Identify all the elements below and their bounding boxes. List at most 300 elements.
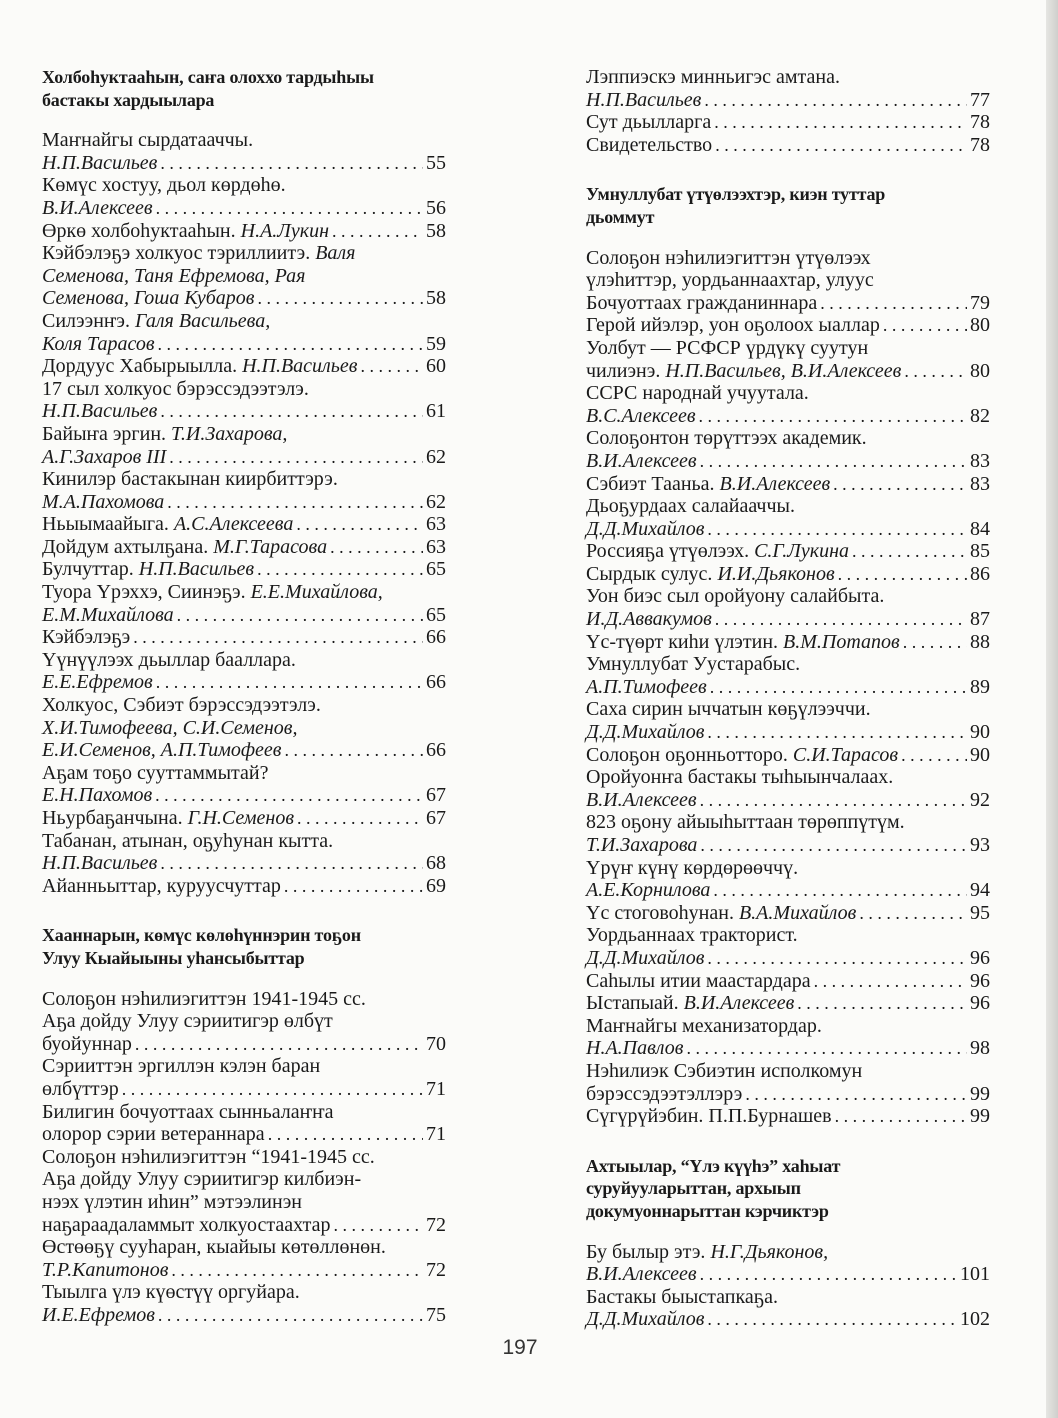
toc-entry-line	[586, 631, 990, 654]
entry-author: С.Г.Лукина	[754, 540, 849, 563]
entry-page-number: 85	[970, 540, 990, 563]
toc-entry-line	[42, 333, 446, 356]
toc-entry-line	[42, 784, 446, 807]
dot-leader	[838, 563, 967, 586]
toc-entry-line	[586, 1015, 990, 1038]
entry-title: үлэһиттэр, уордьаннаахтар, улуус	[586, 269, 874, 292]
dot-leader	[700, 450, 967, 473]
entry-title: Холкуос, Сэбиэт бэрэссэдээтэлэ.	[42, 694, 321, 717]
dot-leader	[714, 111, 967, 134]
entry-title: Аҕам тоҕо сууттаммытай?	[42, 761, 269, 784]
entry-author: Коля Тарасов	[42, 332, 155, 355]
entry-title: Солоҕон нэһилиэгиттэн “1941-1945 сс.	[42, 1145, 375, 1168]
entry-author: Д.Д.Михайлов	[586, 517, 705, 540]
toc-entry-line	[42, 694, 446, 717]
dot-leader	[122, 1078, 423, 1101]
entry-title: Дордуус Хабырыылла.	[42, 355, 238, 378]
toc-entry-line	[586, 676, 990, 699]
entry-page-number: 94	[970, 879, 990, 902]
dot-leader	[160, 852, 423, 875]
toc-entry-line	[586, 924, 990, 947]
entry-page-number: 60	[426, 355, 446, 378]
entry-title: Герой ийэлэр, уон оҕолоох ыаллар	[586, 314, 880, 337]
entry-title: Сэбиэт Тааньа.	[586, 472, 715, 495]
toc-entry-line	[42, 1214, 446, 1237]
entry-page-number: 55	[426, 151, 446, 174]
entry-title: нээх үлэтин иһин” мэтээлинэн	[42, 1190, 302, 1213]
entry-title: өлбүттэр	[42, 1077, 119, 1100]
entry-author: В.И.Алексеев	[586, 788, 697, 811]
entry-author: А.Е.Корнилова	[586, 879, 711, 902]
toc-entry-line	[586, 1241, 990, 1264]
toc-entry-line	[586, 789, 990, 812]
dot-leader	[257, 287, 423, 310]
dot-leader	[268, 1123, 423, 1146]
toc-entry-line	[42, 558, 446, 581]
toc-entry-line	[586, 970, 990, 993]
entry-author: В.М.Потапов	[783, 630, 900, 653]
toc-entry-line	[42, 310, 446, 333]
entry-page-number: 99	[970, 1082, 990, 1105]
entry-page-number: 68	[426, 852, 446, 875]
toc-entry-line	[42, 1123, 446, 1146]
entry-title: Сут дьылларга	[586, 111, 712, 134]
entry-page-number: 82	[970, 404, 990, 427]
toc-entry-line	[586, 721, 990, 744]
entry-title: Үс стоговоһунан.	[586, 901, 734, 924]
entry-author: Е.М.Михайлова	[42, 603, 174, 626]
dot-leader	[155, 784, 423, 807]
toc-section	[586, 66, 990, 156]
entry-page-number: 87	[970, 608, 990, 631]
dot-leader	[700, 1263, 957, 1286]
dot-leader	[883, 314, 967, 337]
toc-entry-line	[42, 1304, 446, 1327]
entry-title: Кэйбэлэҕэ холкуос тэриллиитэ.	[42, 242, 311, 265]
entry-author: М.А.Пахомова	[42, 490, 165, 513]
toc-entry-line	[586, 89, 990, 112]
entry-title: 823 оҕону айыыһыттаан төрөппүтүм.	[586, 811, 905, 834]
dot-leader	[904, 360, 967, 383]
entry-title: Байыҥа эргин.	[42, 422, 167, 445]
toc-section	[586, 1155, 990, 1331]
entry-author: Н.П.Васильев	[242, 355, 358, 378]
entry-page-number: 93	[970, 834, 990, 856]
entry-page-number: 70	[426, 1032, 446, 1055]
entry-author: А.П.Тимофеев	[586, 675, 707, 698]
dot-leader	[833, 473, 967, 496]
toc-entry-line	[586, 947, 990, 970]
entry-title: Силээнҥэ.	[42, 309, 130, 332]
entry-title: Булчуттар.	[42, 558, 134, 581]
dot-leader	[169, 446, 423, 469]
entry-author: В.И.Алексеев	[586, 449, 697, 472]
section-heading-line: Умнуллубат үтүөлээхтэр, киэн туттар	[586, 184, 886, 205]
toc-entry-line	[586, 427, 990, 450]
entry-author: Д.Д.Михайлов	[586, 721, 705, 744]
entry-title: Сүгүрүйэбин. П.П.Бурнашев	[586, 1105, 832, 1128]
entry-title: Свидетельство	[586, 133, 713, 156]
toc-entry-line	[42, 581, 446, 604]
dot-leader	[903, 631, 967, 654]
toc-entry-line	[42, 762, 446, 785]
dot-leader	[707, 721, 967, 744]
entry-page-number: 65	[426, 558, 446, 581]
entry-author: Д.Д.Михайлов	[586, 1308, 705, 1331]
toc-entry-line	[586, 585, 990, 608]
entry-page-number: 71	[426, 1077, 446, 1100]
toc-entry-line	[42, 852, 446, 875]
toc-entry-line	[586, 134, 990, 157]
toc-entry-line	[586, 1037, 990, 1060]
entry-author: Валя	[315, 242, 356, 265]
entry-page-number: 58	[426, 287, 446, 310]
entry-title: Аҕа дойду Улуу сэриитигэр өлбүт	[42, 1010, 333, 1033]
toc-entry-line	[586, 247, 990, 270]
toc-entry-line	[42, 1281, 446, 1304]
entry-page-number: 98	[970, 1037, 990, 1060]
toc-entry-line	[586, 382, 990, 405]
toc-entry-line	[42, 378, 446, 401]
entry-title: Кинилэр бастакынан киирбиттэрэ.	[42, 468, 338, 491]
toc-entry-line	[586, 902, 990, 925]
entry-author: В.С.Алексеев	[586, 404, 696, 427]
entry-author: М.Г.Тарасова	[213, 535, 328, 558]
toc-entry-line	[42, 491, 446, 514]
entry-page-number: 63	[426, 513, 446, 536]
toc-entry-line	[42, 1168, 446, 1191]
dot-leader	[135, 1033, 423, 1056]
toc-entry-line	[42, 1010, 446, 1033]
entry-author: Семенова, Гоша Кубаров	[42, 287, 255, 310]
entry-title: Оройуонҥа бастакы тыһыынчалаах.	[586, 766, 894, 789]
dot-leader	[710, 676, 967, 699]
entry-author: В.А.Михайлов	[738, 901, 857, 924]
entry-title: Саһылы итии маастардара	[586, 969, 811, 992]
entry-title: Уон биэс сыл оройуону салайбыта.	[586, 585, 885, 608]
toc-entry-line	[586, 857, 990, 880]
toc-entry-line	[42, 875, 446, 898]
entry-author: В.И.Алексеев	[586, 1263, 697, 1286]
dot-leader	[160, 152, 423, 175]
dot-leader	[360, 355, 423, 378]
toc-entry-line	[42, 242, 446, 265]
dot-leader	[284, 739, 423, 762]
entry-page-number: 67	[426, 784, 446, 807]
section-heading	[586, 183, 990, 228]
entry-title: Өркө холбоһуктааһын.	[42, 219, 236, 242]
dot-leader	[715, 134, 967, 157]
entry-author: С.И.Тарасов	[792, 743, 899, 766]
entry-page-number: 71	[426, 1123, 446, 1146]
entry-title: 17 сыл холкуос бэрэссэдээтэлэ.	[42, 377, 309, 400]
entry-author: Н.Г.Дьяконов,	[710, 1240, 829, 1263]
entry-title: Кэйбэлэҕэ	[42, 626, 131, 649]
section-heading-line: докумуоннарыттан кэрчиктэр	[586, 1200, 829, 1221]
section-heading-line: дьоммут	[586, 206, 655, 227]
toc-entry-line	[586, 360, 990, 383]
entry-page-number: 62	[426, 490, 446, 513]
dot-leader	[852, 540, 967, 563]
entry-title: Үс-түөрт киһи үлэтин.	[586, 630, 779, 653]
toc-entry-line	[586, 766, 990, 789]
entry-title: Ньурбаҕанчына.	[42, 807, 183, 829]
toc-entry-line	[586, 1286, 990, 1309]
entry-title: Уордьаннаах тракторист.	[586, 924, 798, 947]
entry-page-number: 96	[970, 992, 990, 1015]
toc-entry-line	[586, 269, 990, 292]
entry-author: Н.П.Васильев	[138, 558, 255, 581]
entry-title: Дойдум ахтылҕана.	[42, 535, 209, 558]
entry-author: Н.П.Васильев	[42, 151, 158, 174]
toc-entry-line	[586, 608, 990, 631]
entry-author: Н.П.Васильев	[586, 88, 702, 111]
dot-leader	[704, 89, 967, 112]
entry-page-number: 86	[970, 562, 990, 585]
toc-entry-line	[586, 292, 990, 315]
dot-leader	[158, 333, 424, 356]
entry-page-number: 96	[970, 946, 990, 969]
entry-title: Саха сирин ыччатын көҕүлээччи.	[586, 698, 871, 721]
entry-author: И.Е.Ефремов	[42, 1303, 155, 1326]
entry-title: Бочуоттаах гражданиннара	[586, 291, 818, 314]
entry-title: Билигин бочуоттаах сынньалаҥҥа	[42, 1100, 334, 1123]
toc-entry-line	[42, 1146, 446, 1169]
toc-entry-line	[42, 626, 446, 649]
dot-leader	[901, 744, 967, 767]
entry-author: А.Г.Захаров III	[42, 445, 167, 468]
toc-entry-line	[42, 174, 446, 197]
entry-title: буойуннар	[42, 1032, 132, 1055]
entry-page-number: 56	[426, 196, 446, 219]
entry-page-number: 75	[426, 1303, 446, 1326]
section-heading-line: суруйууларыттан, архыып	[586, 1178, 801, 1199]
toc-entry-line	[42, 1055, 446, 1078]
entry-title: Табанан, атынан, оҕуһунан кытта.	[42, 829, 334, 852]
toc-entry-line	[42, 649, 446, 672]
dot-leader	[707, 1308, 957, 1331]
entry-title: Көмүс хостуу, дьол көрдөһө.	[42, 174, 286, 197]
entry-title: Үрүҥ күнү көрдөрөөччү.	[586, 856, 799, 879]
entry-title: Бу былыр этэ.	[586, 1240, 706, 1263]
entry-page-number: 84	[970, 517, 990, 540]
entry-author: Т.Р.Капитонов	[42, 1258, 169, 1281]
entry-page-number: 62	[426, 445, 446, 468]
dot-leader	[715, 608, 967, 631]
toc-entry-line	[42, 739, 446, 762]
section-heading	[42, 66, 446, 111]
toc-entry-line	[586, 337, 990, 360]
toc-entry-line	[42, 1236, 446, 1259]
dot-leader	[797, 992, 967, 1015]
toc-entry-line	[586, 698, 990, 721]
entry-page-number: 96	[970, 969, 990, 992]
section-heading-line: бастакы хардыылара	[42, 89, 215, 110]
entry-title: Сырдык сулус.	[586, 562, 713, 585]
entry-title: Маҥнайгы сырдатааччы.	[42, 129, 254, 152]
entry-title: Солоҕон оҕонньотторо.	[586, 743, 788, 766]
entry-page-number: 89	[970, 675, 990, 698]
section-heading-line: Ахтыылар, “Үлэ күүһэ” хаһыат	[586, 1155, 841, 1176]
toc-entry-line	[42, 1078, 446, 1101]
entry-page-number: 66	[426, 739, 446, 762]
entry-author: Галя Васильева,	[134, 309, 271, 332]
entry-title: Солоҕон нэһилиэгиттэн 1941-1945 сс.	[42, 987, 366, 1010]
toc-entry-line	[586, 744, 990, 767]
entry-title: Айанньыттар, куруусчуттар	[42, 874, 281, 897]
entry-title: Дьоҕурдаах салайааччы.	[586, 495, 795, 518]
toc-section	[586, 183, 990, 1127]
toc-entry-line	[42, 536, 446, 559]
entry-title: Ыстапыай.	[586, 992, 679, 1015]
toc-entry-line	[42, 400, 446, 423]
entry-title: олорор сэрии ветераннара	[42, 1123, 265, 1146]
entry-author: Е.И.Семенов, А.П.Тимофеев	[42, 739, 282, 762]
toc-entry-line	[586, 811, 990, 834]
toc-entry-line	[586, 495, 990, 518]
dot-leader	[296, 513, 423, 536]
toc-entry-line	[42, 671, 446, 694]
entry-page-number: 90	[970, 743, 990, 766]
toc-entry-line	[42, 830, 446, 853]
toc-entry-line	[586, 992, 990, 1015]
entry-page-number: 83	[970, 449, 990, 472]
toc-entry-line	[586, 111, 990, 134]
toc-entry-line	[42, 152, 446, 175]
toc-entry-line	[586, 405, 990, 428]
dot-leader	[686, 1037, 967, 1060]
toc-entry-line	[586, 1083, 990, 1106]
toc-entry-line	[42, 265, 446, 288]
dot-leader	[333, 1214, 423, 1237]
toc-entry-line	[42, 355, 446, 378]
dot-leader	[820, 292, 967, 315]
dot-leader	[133, 626, 423, 649]
toc-section	[42, 924, 446, 1326]
entry-page-number: 79	[970, 291, 990, 314]
entry-page-number: 83	[970, 472, 990, 495]
toc-entry-line	[42, 717, 446, 740]
entry-title: Сэрииттэн эргиллэн кэлэн баран	[42, 1055, 321, 1078]
entry-page-number: 66	[426, 671, 446, 694]
entry-author: В.И.Алексеев	[683, 992, 795, 1015]
dot-leader	[707, 518, 967, 541]
entry-page-number: 99	[970, 1105, 990, 1128]
dot-leader	[699, 405, 967, 428]
entry-title: Нэһилиэк Сэбиэтин исполкомун	[586, 1059, 863, 1082]
entry-page-number: 80	[970, 314, 990, 337]
toc-entry-line	[42, 468, 446, 491]
entry-page-number: 69	[426, 874, 446, 897]
toc-entry-line	[42, 197, 446, 220]
entry-author: Н.А.Лукин	[240, 219, 329, 242]
toc-entry-line	[42, 807, 446, 830]
entry-page-number: 78	[970, 111, 990, 134]
entry-title: ССРС народнай учуутала.	[586, 382, 809, 405]
entry-page-number: 88	[970, 630, 990, 653]
entry-page-number: 65	[426, 603, 446, 626]
entry-author: Е.Е.Михайлова,	[250, 581, 383, 604]
entry-page-number: 72	[426, 1258, 446, 1281]
entry-author: Е.Н.Пахомов	[42, 784, 153, 807]
entry-author: И.Д.Аввакумов	[586, 608, 712, 631]
dot-leader	[284, 875, 423, 898]
dot-leader	[297, 807, 423, 830]
entry-page-number: 61	[426, 400, 446, 423]
entry-page-number: 101	[960, 1263, 990, 1286]
entry-title: Тыылга үлэ күөстүү оргуйара.	[42, 1281, 300, 1304]
entry-author: Х.И.Тимофеева, С.И.Семенов,	[42, 716, 298, 739]
entry-title: Уолбут — РСФСР үрдүкү суутун	[586, 336, 869, 359]
page-number: 197	[502, 1336, 538, 1359]
dot-leader	[158, 1304, 423, 1327]
entry-title: Туора Үрэххэ, Сиинэҕэ.	[42, 581, 246, 604]
entry-title: Бастакы быыстапкаҕа.	[586, 1285, 778, 1308]
dot-leader	[332, 220, 423, 243]
section-heading-line: Холбоһуктааһын, саҥа олоххо тардыһыы	[42, 67, 374, 87]
entry-title: Солоҕон нэһилиэгиттэн үтүөлээх	[586, 246, 871, 269]
toc-entry-line	[586, 653, 990, 676]
entry-author: Н.П.Васильев	[42, 852, 158, 875]
entry-author: Н.П.Васильев, В.И.Алексеев	[665, 359, 902, 382]
toc-column-right	[586, 66, 990, 1331]
entry-page-number: 63	[426, 535, 446, 558]
entry-title: Умнуллубат Уустарабыс.	[586, 653, 801, 676]
entry-page-number: 80	[970, 359, 990, 382]
dot-leader	[177, 604, 423, 627]
toc-entry-line	[42, 446, 446, 469]
dot-leader	[171, 1259, 423, 1282]
section-heading	[42, 924, 446, 969]
toc-entry-line	[42, 988, 446, 1011]
entry-title: Маҥнайгы механизатордар.	[586, 1014, 822, 1037]
page-edge	[1046, 0, 1058, 1418]
entry-title: Россияҕа үтүөлээх.	[586, 540, 750, 563]
dot-leader	[707, 947, 967, 970]
entry-page-number: 66	[426, 626, 446, 649]
entry-author: Т.И.Захарова	[586, 834, 698, 856]
toc-entry-line	[586, 879, 990, 902]
entry-author: Д.Д.Михайлов	[586, 946, 705, 969]
entry-author: Н.П.Васильев	[42, 400, 158, 423]
section-heading	[586, 1155, 990, 1223]
toc-entry-line	[586, 473, 990, 496]
toc-entry-line	[586, 450, 990, 473]
dot-leader	[814, 970, 967, 993]
dot-leader	[835, 1105, 967, 1128]
toc-entry-line	[586, 563, 990, 586]
entry-author: Семенова, Таня Ефремова, Рая	[42, 264, 306, 287]
toc-entry-line	[42, 423, 446, 446]
entry-page-number: 92	[970, 788, 990, 811]
dot-leader	[156, 197, 423, 220]
entry-title: бэрэссэдээтэллэрэ	[586, 1082, 743, 1105]
entry-author: И.И.Дьяконов	[717, 562, 835, 585]
entry-author: А.С.Алексеева	[173, 513, 294, 536]
entry-author: В.И.Алексеев	[42, 196, 153, 219]
toc-column-left	[42, 66, 446, 1326]
entry-title: Солоҕонтон төрүттээх академик.	[586, 427, 867, 450]
toc-entry-line	[42, 1259, 446, 1282]
dot-leader	[330, 536, 423, 559]
dot-leader	[156, 671, 423, 694]
toc-entry-line	[586, 66, 990, 89]
toc-entry-line	[586, 1263, 990, 1286]
dot-leader	[700, 834, 967, 857]
entry-page-number: 78	[970, 133, 990, 156]
entry-page-number: 95	[970, 901, 990, 924]
toc-entry-line	[42, 604, 446, 627]
